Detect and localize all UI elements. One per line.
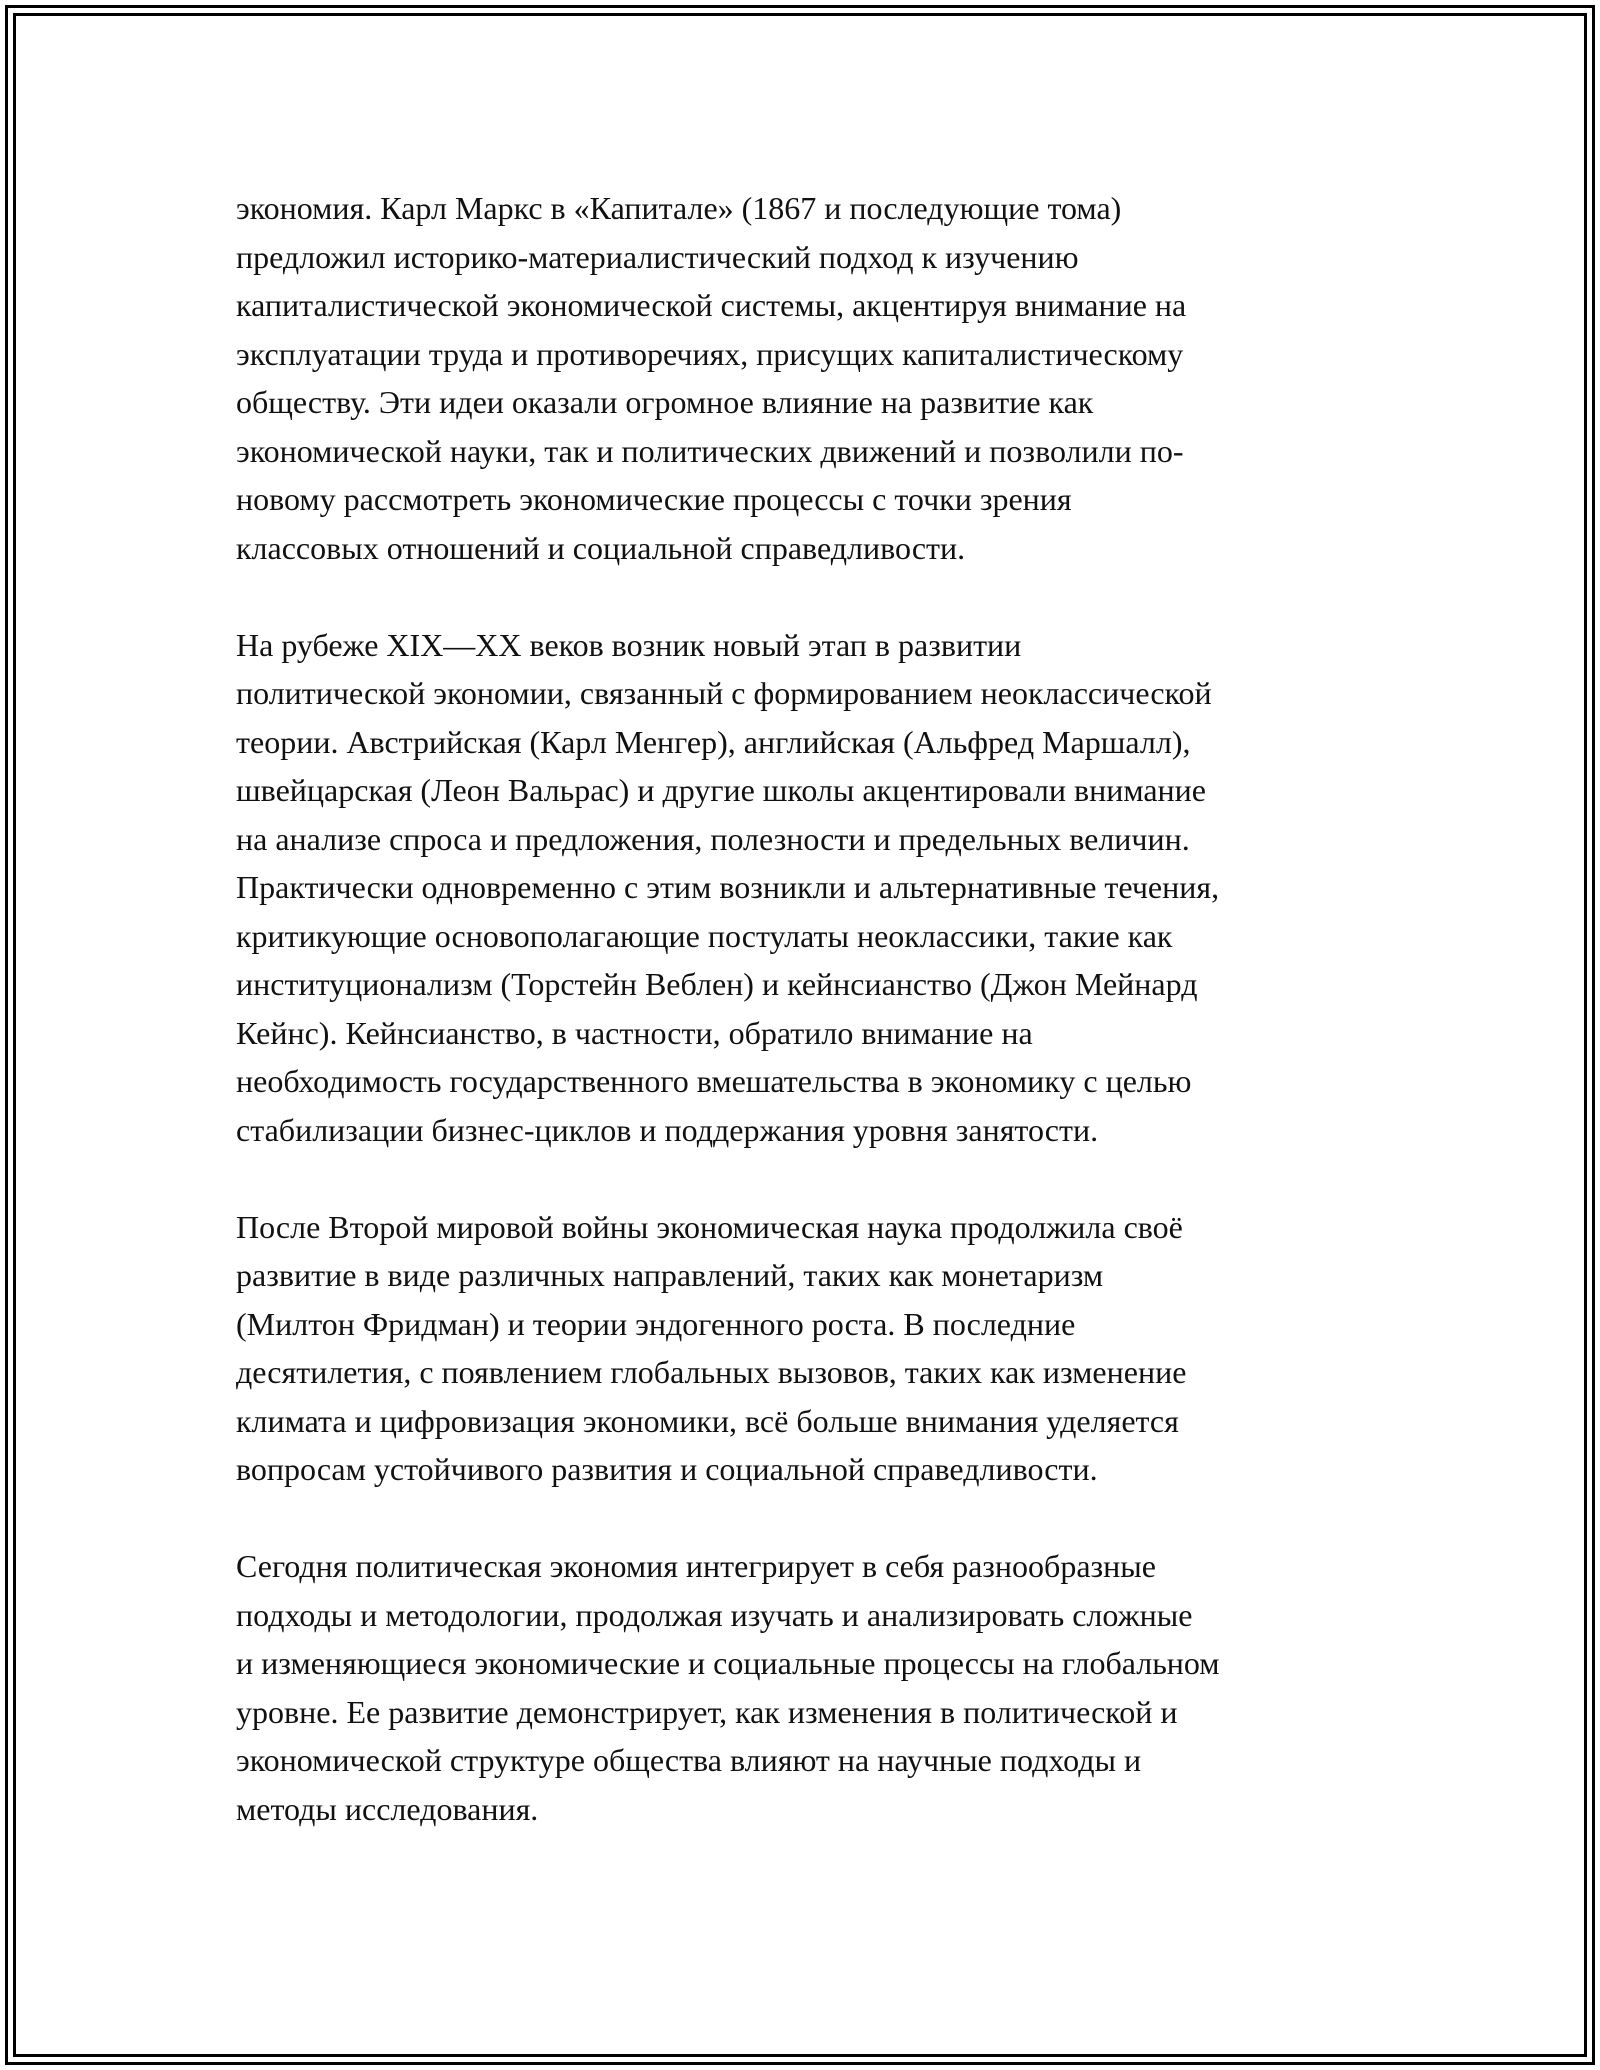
text-line: Кейнс). Кейнсианство, в частности, обратило внимание на: [236, 1014, 1033, 1051]
text-line: вопросам устойчивого развития и социальной справедливости.: [236, 1451, 1098, 1487]
text-line: обществу. Эти идеи оказали огромное влияние на развитие как: [236, 384, 1094, 420]
text-line: развитие в виде различных направлений, таких как монетаризм: [236, 1257, 1104, 1293]
text-line: На рубеже XIX—XX веков возник новый этап в развитии: [236, 626, 1022, 663]
text-line: новому рассмотреть экономические процессы с точки зрения: [236, 481, 1072, 517]
text-line: методы исследования.: [236, 1790, 539, 1827]
text-line: десятилетия, с появлением глобальных вызовов, таких как изменение: [236, 1354, 1187, 1390]
text-line: Сегодня политическая экономия интегрирует в себя разнообразные: [236, 1548, 1156, 1584]
paragraph-today: [236, 1542, 1376, 1833]
text-line: и изменяющиеся экономические и социальные процессы на глобальном: [236, 1645, 1220, 1681]
text-line: теории. Австрийская (Карл Менгер), английская (Альфред Маршалл),: [236, 723, 1191, 760]
text-line: экономической структуре общества влияют на научные подходы и: [236, 1742, 1142, 1778]
text-line: эксплуатации труда и противоречиях, присущих капиталистическому: [236, 335, 1184, 372]
text-line: институционализм (Торстейн Веблен) и кейнсианство (Джон Мейнард: [236, 966, 1198, 1002]
text-line: экономической науки, так и политических движений и позволили по-: [236, 432, 1184, 469]
text-line: подходы и методологии, продолжая изучать и анализировать сложные: [236, 1596, 1193, 1633]
text-line: уровне. Ее развитие демонстрирует, как изменения в политической и: [236, 1693, 1178, 1730]
text-line: Практически одновременно с этим возникли и альтернативные течения,: [236, 869, 1220, 905]
paragraph-postwar: [236, 1203, 1376, 1494]
text-line: политической экономии, связанный с формированием неоклассической: [236, 675, 1212, 711]
text-line: на анализе спроса и предложения, полезности и предельных величин.: [236, 820, 1190, 857]
text-line: (Милтон Фридман) и теории эндогенного роста. В последние: [236, 1305, 1076, 1342]
text-line: необходимость государственного вмешательства в экономику с целью: [236, 1063, 1192, 1099]
text-line: капиталистической экономической системы, акцентируя внимание на: [236, 287, 1187, 323]
text-line: швейцарская (Леон Вальрас) и другие школы акцентировали внимание: [236, 772, 1206, 808]
text-line: критикующие основополагающие постулаты неоклассики, такие как: [236, 917, 1173, 954]
text-line: экономия. Карл Маркс в «Капитале» (1867 и последующие тома): [236, 190, 1122, 226]
text-line: предложил историко-материалистический подход к изучению: [236, 238, 1079, 275]
document-body: [236, 184, 1376, 1882]
text-line: климата и цифровизация экономики, всё больше внимания уделяется: [236, 1402, 1179, 1439]
paragraph-marx: [236, 184, 1376, 572]
text-line: классовых отношений и социальной справедливости.: [236, 529, 966, 566]
text-line: После Второй мировой войны экономическая наука продолжила своё: [236, 1208, 1183, 1245]
paragraph-neoclassical: [236, 621, 1376, 1155]
text-line: стабилизации бизнес-циклов и поддержания уровня занятости.: [236, 1111, 1099, 1148]
